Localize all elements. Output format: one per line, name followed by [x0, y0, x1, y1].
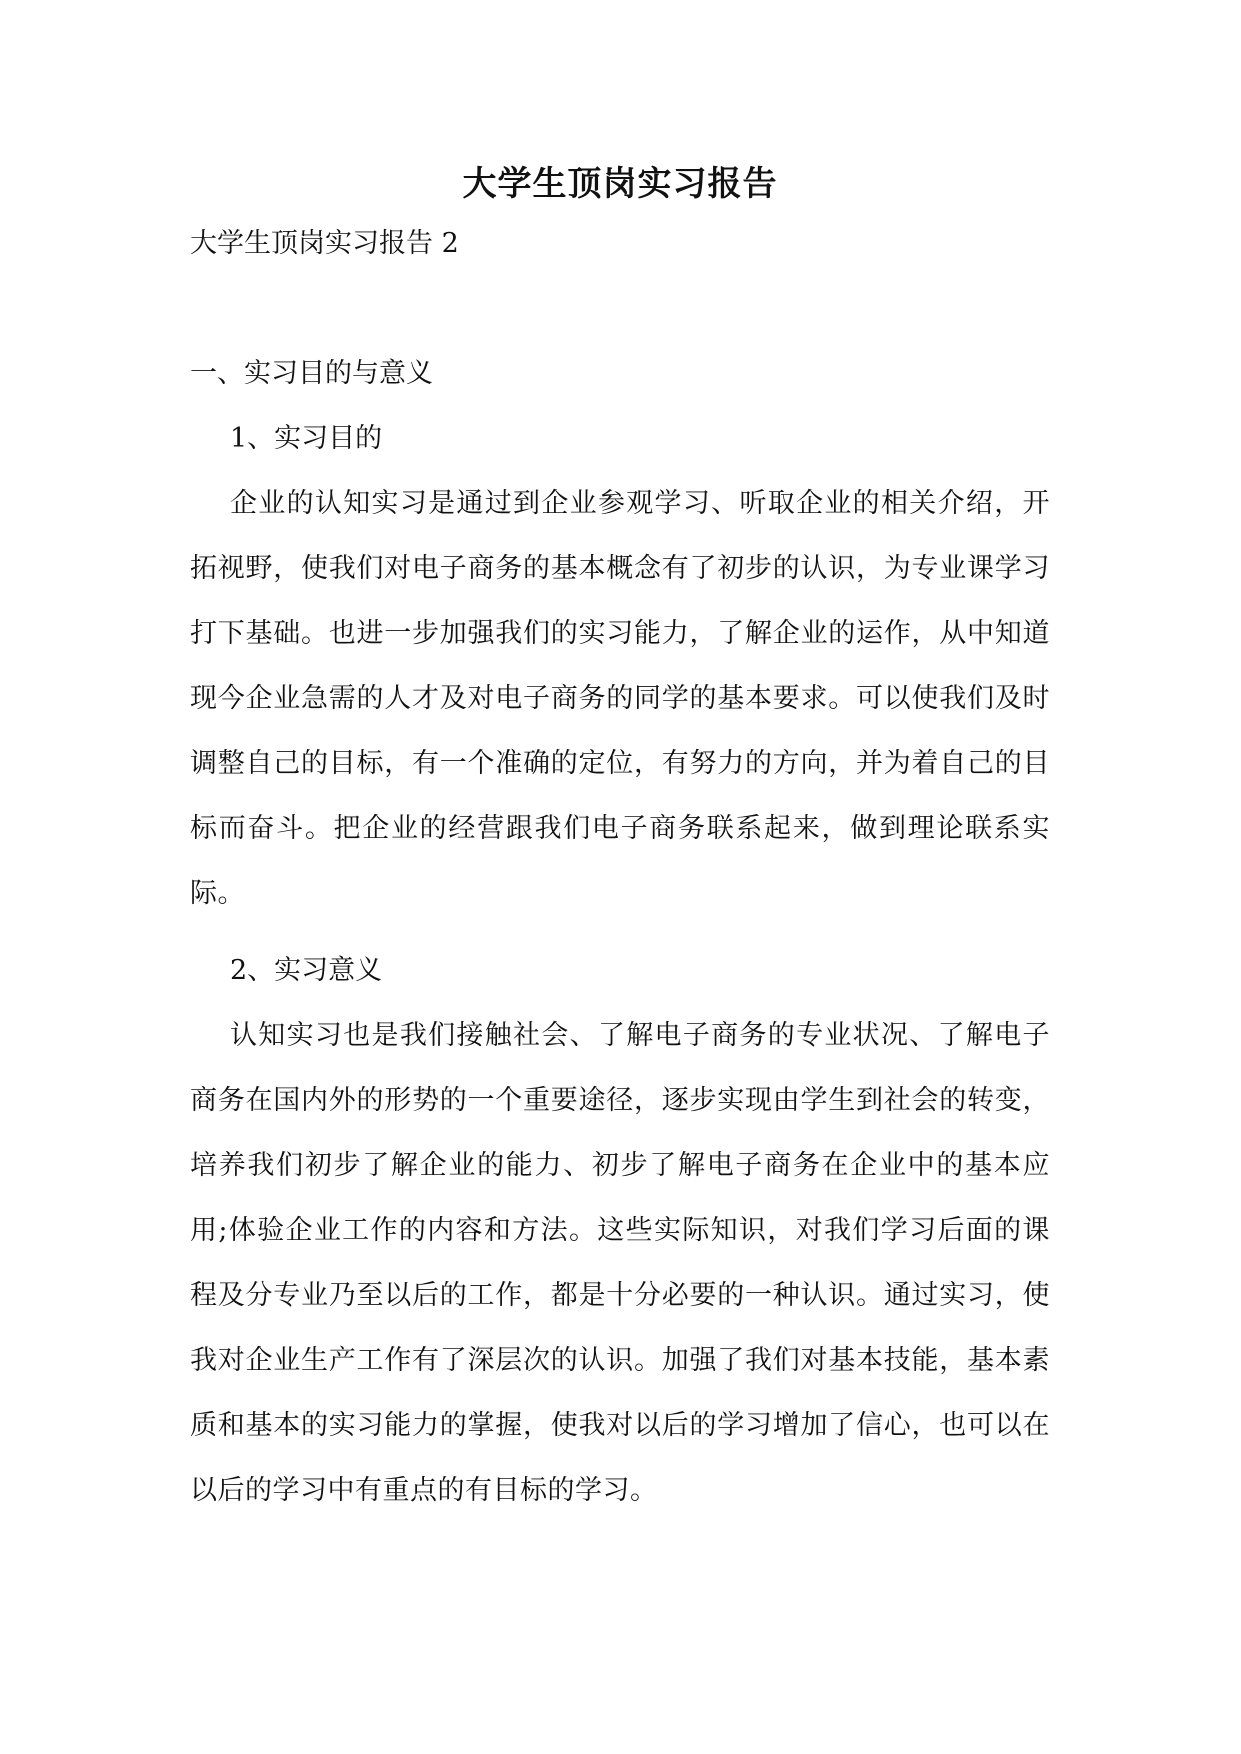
paragraph-significance: 认知实习也是我们接触社会、了解电子商务的专业状况、了解电子商务在国内外的形势的一个重要途径，逐步实现由学生到社会的转变，培养我们初步了解企业的能力、初步了解电子商务在企业中的基本应用;体验企业工作的内容和方法。这些实际知识，对我们学习后面的课程及分专业乃至以后的工作，都是十分必要的一种认识。通过实习，使我对企业生产工作有了深层次的认识。加强了我们对基本技能，基本素质和基本的实习能力的掌握，使我对以后的学习增加了信心，也可以在以后的学习中有重点的有目标的学习。 — [190, 1020, 1050, 1506]
document-body — [190, 150, 1050, 1523]
section-heading-purpose-significance: 一、实习目的与意义 — [190, 358, 433, 389]
paragraph-purpose: 企业的认知实习是通过到企业参观学习、听取企业的相关介绍，开拓视野，使我们对电子商务的基本概念有了初步的认识，为专业课学习打下基础。也进一步加强我们的实习能力，了解企业的运作，从中知道现今企业急需的人才及对电子商务的同学的基本要求。可以使我们及时调整自己的目标，有一个准确的定位，有努力的方向，并为着自己的目标而奋斗。把企业的经营跟我们电子商务联系起来，做到理论联系实际。 — [190, 488, 1050, 909]
document-title: 大学生顶岗实习报告 — [462, 164, 778, 204]
subsection-heading-purpose: 1、实习目的 — [230, 423, 383, 454]
document-subtitle: 大学生顶岗实习报告 2 — [190, 228, 459, 259]
subsection-heading-significance: 2、实习意义 — [230, 955, 383, 986]
